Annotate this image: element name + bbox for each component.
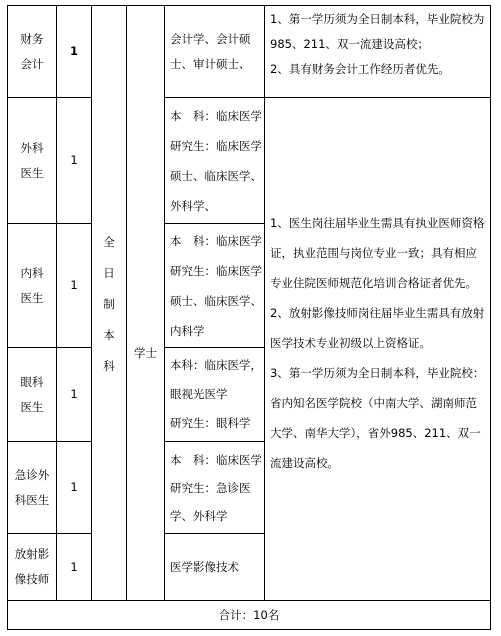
position-name: 放射影 像技师 <box>14 547 50 586</box>
education-char: 本 <box>103 327 115 342</box>
education-char: 全 <box>103 234 115 249</box>
position-count: 1 <box>70 153 78 167</box>
position-name: 外科 医生 <box>20 140 44 180</box>
major-requirement: 本 科：临床医学 研究生：急诊医 学、外科学 <box>170 452 262 523</box>
table-border-right <box>490 5 491 630</box>
position-count: 1 <box>69 44 78 58</box>
education-char: 制 <box>103 296 115 311</box>
finance-requirements: 1、第一学历须为全日制本科，毕业院校为985、211、双一流建设高校； 2、具有财务会计工作经历者优先。 <box>270 12 485 76</box>
col-divider <box>264 5 265 600</box>
major-requirement: 本 科：临床医学 研究生：临床医学 硕士、临床医学、 内科学 <box>170 233 262 338</box>
major-requirement: 会计学、会计硕 士、审计硕士、 <box>170 31 251 71</box>
position-count: 1 <box>70 480 78 494</box>
major-requirement: 本 科：临床医学 研究生：临床医学 硕士、临床医学、 外科学、 <box>170 108 262 213</box>
position-name: 眼科 医生 <box>20 374 44 414</box>
position-name: 内科 医生 <box>20 265 44 305</box>
position-count: 1 <box>70 278 78 292</box>
col-divider <box>164 5 165 600</box>
table-border-bottom <box>7 629 490 630</box>
position-name: 财务 会计 <box>20 31 44 71</box>
medical-requirements: 1、医生岗往届毕业生需具有执业医师资格证，执业范围与岗位专业一致；具有相应专业住院医师规范化培训合格证者优先。 2、放射影像技师岗往届毕业生需具有放射医学技术专业初级以上资格证。 3、第一学历须为全日制本科，毕业院校：省内知名医学院校（中南大学、湖南师范大学、南华大学），省外985、211、双一流建设高校。 <box>270 216 485 470</box>
education-char: 日 <box>103 265 115 280</box>
education-char: 科 <box>103 358 115 373</box>
degree-requirement: 学士 <box>134 345 157 360</box>
position-count: 1 <box>70 559 78 574</box>
major-requirement: 本科：临床医学， 眼视光医学 研究生：眼科学 <box>170 358 262 430</box>
major-requirement: 医学影像技术 <box>170 559 239 574</box>
position-name: 急诊外 科医生 <box>14 467 50 507</box>
education-requirement <box>92 6 126 600</box>
position-count: 1 <box>70 387 78 401</box>
total-count: 合计：10名 <box>218 607 280 622</box>
